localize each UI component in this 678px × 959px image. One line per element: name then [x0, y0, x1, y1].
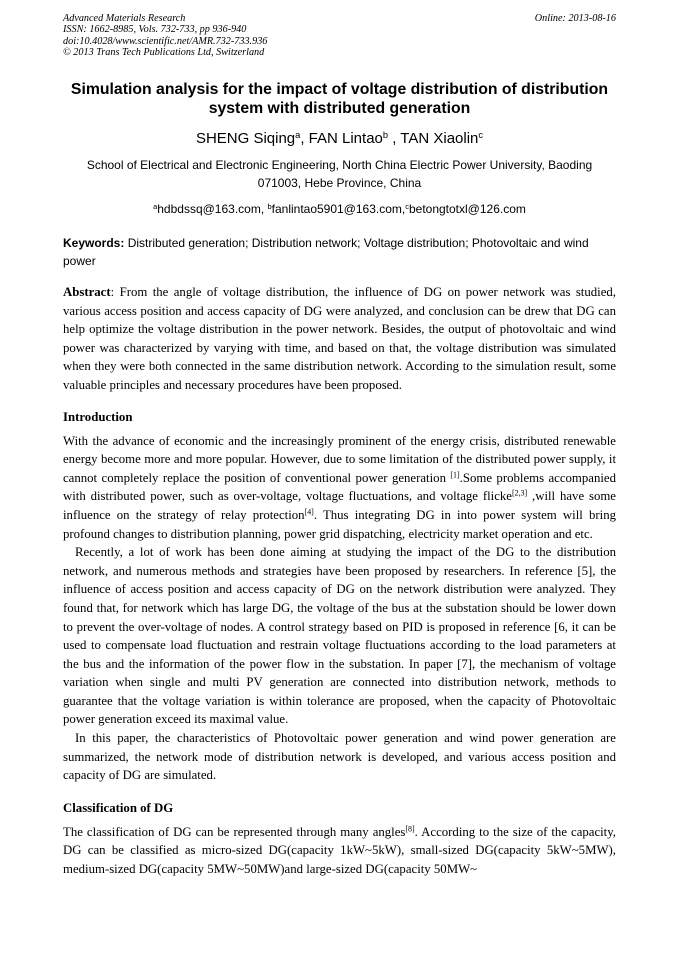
citation[interactable]: [1] — [450, 470, 460, 480]
citation[interactable]: [2,3] — [511, 488, 528, 498]
affiliation-line-1: School of Electrical and Electronic Engineering, North China Electric Power University, Baoding — [86, 158, 593, 172]
citation[interactable]: [4] — [304, 507, 314, 517]
keywords-text: Distributed generation; Distribution network; Voltage distribution; Photovoltaic and wind power — [63, 236, 589, 268]
author-superscript: a — [295, 129, 301, 140]
paper-title — [63, 80, 616, 118]
email-address[interactable]: fanlintao5901@163.com, — [271, 202, 406, 216]
paragraph — [63, 432, 616, 544]
copyright-line: © 2013 Trans Tech Publications Ltd, Switzerland — [63, 47, 265, 59]
paragraph-text: The classification of DG can be represented through many angles — [63, 824, 406, 839]
section-heading-classification: Classification of DG — [63, 800, 174, 815]
author-emails — [63, 201, 616, 218]
author-superscript: c — [478, 129, 484, 140]
author-list — [63, 130, 616, 148]
journal-header — [63, 13, 616, 63]
abstract — [63, 283, 616, 395]
email-superscript: a — [153, 201, 158, 211]
paragraph-text: . Thus integrating DG in into power system will bring profound changes to distribution planning, power grid dispatching, electricity market operation and etc. — [63, 507, 616, 541]
paragraph-text: ,will have some influence on the strategy of relay protection — [63, 489, 616, 522]
keywords — [63, 234, 616, 270]
abstract-label: Abstract — [63, 285, 111, 299]
citation[interactable]: [8] — [405, 824, 415, 834]
section-heading-introduction: Introduction — [63, 409, 133, 424]
email-superscript: c — [405, 201, 409, 211]
author-name: FAN Lintao — [308, 130, 383, 147]
paragraph-text: With the advance of economic and the increasingly prominent of the energy crisis, distributed renewable energy become more and more popular. However, due to some limitation of the distributed power supply, it cannot completely replace the position of conventional power generation — [63, 433, 616, 485]
paragraph-text: .Some problems accompanied with distributed power, such as over-voltage, voltage fluctuations, and voltage flicke — [63, 470, 616, 504]
title-line-2: system with distributed generation — [208, 100, 471, 117]
issn-line: ISSN: 1662-8985, Vols. 732-733, pp 936-940 — [63, 24, 247, 36]
author-separator: , — [300, 130, 309, 147]
email-superscript: b — [267, 201, 272, 211]
author-name: TAN Xiaolin — [400, 130, 479, 147]
online-date: Online: 2013-08-16 — [534, 13, 616, 24]
email-address[interactable]: hdbdssq@163.com, — [157, 202, 268, 216]
abstract-text: : From the angle of voltage distribution, the influence of DG on power network was studied, various access position and access capacity of DG were analyzed, and conclusion can be drew that DG can help optimize the voltage distribution in the power network. Besides, the output of photovoltaic and wind power was characterized by varying with time, and based on that, the voltage distribution was simulated when they were both connected in the same distribution network. According to the simulation result, some valuable principles and necessary procedures have been proposed. — [63, 285, 616, 392]
author-superscript: b — [382, 129, 389, 140]
journal-name: Advanced Materials Research — [63, 13, 186, 24]
paragraph: In this paper, the characteristics of Photovoltaic power generation and wind power generation are summarized, the network mode of distribution network is developed, and various access position and capacity of DG are simulated. — [63, 731, 616, 783]
author-name: SHENG Siqing — [195, 130, 296, 147]
keywords-label: Keywords: — [63, 236, 125, 250]
email-address[interactable]: betongtotxl@126.com — [408, 202, 526, 216]
author-separator: , — [388, 130, 401, 147]
doi-line: doi:10.4028/www.scientific.net/AMR.732-733.936 — [63, 35, 268, 47]
paragraph-text: . According to the size of the capacity, DG can be classified as micro-sized DG(capacity 1kW~5kW), small-sized DG(capacity 5kW~5MW), medium-sized DG(capacity 5MW~50MW)and large-sized DG(capacity 50MW~ — [63, 824, 617, 877]
paragraph: Recently, a lot of work has been done aiming at studying the impact of the DG to the distribution network, and numerous methods and strategies have been proposed by researchers. In reference [5], the influence of access position and access capacity of DG on the network distribution were analyzed. They found that, for network which has large DG, the voltage of the bus at the substation should be lower down to prevent the over-voltage of nodes. A control strategy based on PID is proposed in reference [6, it can be used to compensate load fluctuation and restrain voltage fluctuations according to the load parameters at the bus and the information of the power flow in the substation. In paper [7], the mechanism of voltage variation when single and multi PV generation are connected into distribution network, methods to guarantee that the voltage variation is within tolerance are proposed, when the capacity of Photovoltaic power generation exceed its maximal value. — [63, 545, 616, 727]
affiliation-line-2: 071003, Hebe Province, China — [257, 175, 422, 190]
affiliation — [63, 157, 616, 192]
title-line-1: Simulation analysis for the impact of voltage distribution of distribution — [70, 81, 609, 98]
paragraph — [63, 823, 616, 879]
